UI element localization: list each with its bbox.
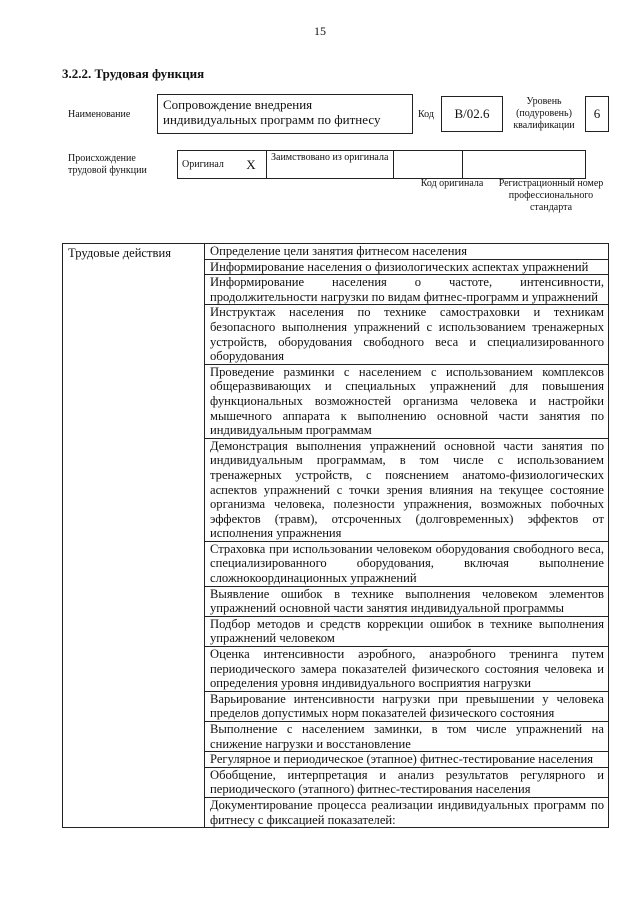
original-code-cell xyxy=(394,151,463,179)
original-mark: X xyxy=(236,151,267,179)
level-label: Уровень (подуровень) квалификации xyxy=(513,96,575,131)
labor-action-item: Проведение разминки с населением с использованием комплексов общеразвивающих и специальных упражнений для повышения функциональных возможностей организма человека и настройки мышечного аппарата к выполнению основной части занятия по индивидуальным программам xyxy=(205,364,609,438)
name-value: Сопровождение внедрения индивидуальных программ по фитнесу xyxy=(157,94,413,134)
level-value: 6 xyxy=(585,96,609,132)
labor-action-item: Выполнение с населением заминки, в том числе упражнений на снижение нагрузки и восстановление xyxy=(205,722,609,752)
labor-action-item: Документирование процесса реализации индивидуальных программ по фитнесу с фиксацией показателей: xyxy=(205,797,609,827)
labor-action-item: Оценка интенсивности аэробного, анаэробного тренинга путем периодического замера показателей физического состояния человека и определения уровня индивидуального восприятия нагрузки xyxy=(205,647,609,692)
labor-action-item: Информирование населения о физиологических аспектах упражнений xyxy=(205,259,609,275)
name-label: Наименование xyxy=(68,109,131,120)
reg-number-cell xyxy=(463,151,586,179)
labor-action-item: Определение цели занятия фитнесом населения xyxy=(205,244,609,260)
code-label: Код xyxy=(418,109,434,120)
original-label: Оригинал xyxy=(178,151,237,179)
labor-action-item: Регулярное и периодическое (этапное) фитнес-тестирование населения xyxy=(205,752,609,768)
labor-action-item: Демонстрация выполнения упражнений основной части занятия по индивидуальным программам, в том числе с использованием тренажерных устройств, с пояснением анатомо-физиологических аспектов упражнений с точки зрения влияния на текущее состояние организма человека, полезности упражнения, возможных побочных эффектов (травм), отсроченных (долговременных) эффектов от исполнения упражнения xyxy=(205,438,609,541)
section-title: 3.2.2. Трудовая функция xyxy=(62,66,205,81)
borrowed-label: Заимствовано из оригинала xyxy=(267,151,394,179)
origin-label: Происхождение трудовой функции xyxy=(68,153,147,176)
origin-table xyxy=(177,150,586,179)
table-row xyxy=(63,244,609,260)
labor-action-item: Информирование населения о частоте, интенсивности, продолжительности нагрузки по видам фитнес-программ и упражнений xyxy=(205,275,609,305)
labor-actions-table xyxy=(62,243,609,828)
page-number: 15 xyxy=(314,24,326,38)
labor-action-item: Подбор методов и средств коррекции ошибок в технике выполнения упражнений человеком xyxy=(205,616,609,646)
code-value: B/02.6 xyxy=(441,96,503,132)
reg-number-label: Регистрационный номер профессионального стандарта xyxy=(498,178,604,213)
labor-action-item: Инструктаж населения по технике самостраховки и техникам безопасного выполнения упражнений с использованием тренажерных устройств, оборудования свободного веса и специализированного оборудования xyxy=(205,305,609,364)
labor-action-item: Страховка при использовании человеком оборудования свободного веса, специализированного оборудования, включая выполнение сложнокоординационных упражнений xyxy=(205,541,609,586)
labor-action-item: Выявление ошибок в технике выполнения человеком элементов упражнений основной части занятия индивидуальной программы xyxy=(205,586,609,616)
labor-action-item: Обобщение, интерпретация и анализ результатов регулярного и периодического (этапного) фитнес-тестирования населения xyxy=(205,767,609,797)
actions-label: Трудовые действия xyxy=(63,244,205,828)
labor-action-item: Варьирование интенсивности нагрузки при превышении у человека пределов допустимых норм показателей физического состояния xyxy=(205,691,609,721)
original-code-label: Код оригинала xyxy=(420,178,484,189)
